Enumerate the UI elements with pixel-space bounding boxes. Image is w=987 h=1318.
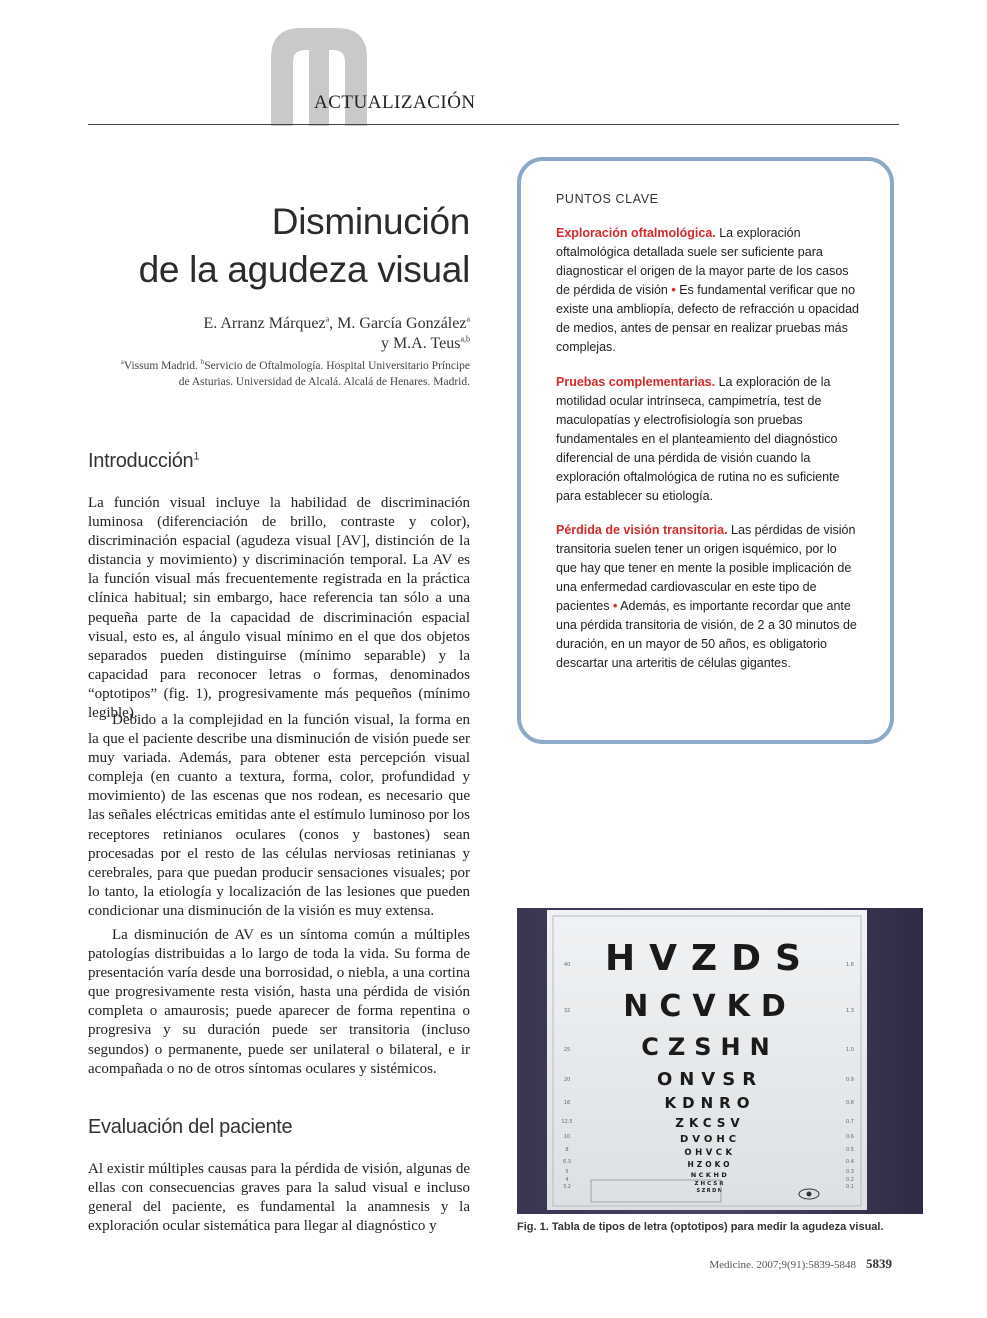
optotype-row: SZRDN <box>696 1188 724 1194</box>
optotype-row: HVZDS <box>605 938 815 979</box>
optotype-row: NCKHD <box>690 1171 730 1179</box>
chart-right-label: 0.8 <box>846 1100 854 1106</box>
paragraph-eval-1: Al existir múltiples causas para la pérdida de visión, algunas de ellas con consecuencias graves para la salud visual e incluso general del paciente, es fundamental la anamnesis y la exploración ocular sistemática para llegar al diagnóstico y <box>88 1161 470 1235</box>
page-number: 5839 <box>866 1256 892 1271</box>
chart-right-label: 0.7 <box>846 1119 854 1125</box>
authors-line-1: E. Arranz Márquez$^a$, M. García González$^a$ <box>203 314 470 332</box>
journal-reference: Medicine. 2007;9(91):5839-5848 <box>709 1259 856 1271</box>
bullet-icon: • <box>612 599 618 613</box>
chart-right-label: 0.5 <box>846 1147 854 1153</box>
figure-caption: Fig. 1. Tabla de tipos de letra (optotipos) para medir la agudeza visual. <box>517 1221 884 1233</box>
chart-left-label: 20 <box>563 1077 571 1083</box>
key-point-2: Pruebas complementarias. La exploración de la motilidad ocular intrínseca, campimetría, test de maculopatías y electrofisiología son pruebas fundamentales en el planteamiento del diagnóstico diferencial de una pérdida de visión cuando la exploración oftalmológica de rutina no es suficiente para establecer su etiología. <box>556 375 840 503</box>
optotype-row: ZKCSV <box>675 1116 745 1130</box>
authors-line-2: y M.A. Teus$^{a,b}$ <box>380 334 470 352</box>
section-label: ACTUALIZACIÓN <box>314 92 476 113</box>
chart-left-label: 3.2 <box>563 1184 571 1190</box>
chart-right-label: 0.3 <box>846 1169 854 1175</box>
optotype-row: ONVSR <box>656 1069 764 1090</box>
optotype-row: DVOHC <box>679 1134 741 1145</box>
paragraph-intro-3: La disminución de AV es un síntoma común a múltiples patologías distribuidas a lo largo de toda la vida. Su forma de presentación varía desde una borrosidad, o niebla, a una cortina que progresivamente resta visión, hasta una pérdida de visión completa o amaurosis; puede aparecer de forma repentina o progresiva y su duración puede ser transitoria (incluso segundos) o permanente, puede ser unilateral o bilateral, e ir acompañada o no de otros síntomas oculares y sistémicos. <box>88 927 470 1077</box>
optotype-row: HZOKO <box>687 1160 733 1169</box>
optotype-row: CZSHN <box>641 1033 779 1061</box>
chart-right-label: 1.3 <box>846 1008 854 1014</box>
optotype-row: KDNRO <box>664 1094 756 1112</box>
article-title <box>88 198 470 294</box>
chart-left-label: 6.3 <box>563 1159 571 1165</box>
chart-left-label: 8 <box>565 1147 569 1153</box>
header-rule <box>88 124 899 125</box>
chart-left-label: 4 <box>565 1177 569 1183</box>
optotype-row: OHVCK <box>684 1148 736 1158</box>
chart-right-label: 0.2 <box>846 1177 854 1183</box>
key-point-1: Exploración oftalmológica. La exploración oftalmológica detallada suele ser suficiente para diagnosticar el origen de la mayor parte de los casos de pérdida de visión • Es fundamental verificar que no existe una ambliopía, defecto de refracción u opacidad de medios, antes de pensar en realizar pruebas más complejas. <box>556 226 859 354</box>
chart-right-label: 0.9 <box>846 1077 854 1083</box>
chart-left-label: 16 <box>563 1100 571 1106</box>
author-list <box>88 314 470 354</box>
heading-introduccion: Introducción$^1$ <box>88 450 200 472</box>
chart-left-label: 32 <box>563 1008 571 1014</box>
chart-right-label: 1.6 <box>846 962 854 968</box>
chart-right-label: 0.4 <box>846 1159 854 1165</box>
paragraph-intro-2: Debido a la complejidad en la función visual, la forma en la que el paciente describe una disminución de visión puede ser muy variada. Además, para obtener esta percepción visual compleja (en cuanto a textura, forma, color, profundidad y movimiento) de las escenas que nos rodean, es necesario que las señales eléctricas emitidas ante el estímulo luminoso por los receptores retinianos oculares (conos y bastones) sean procesadas por el resto de las células nerviosas retinianas y cerebrales, para que puedan producir sensaciones visuales; por lo tanto, la etiología y localización de las lesiones que pueden condicionar una disminución de la visión es muy extensa. <box>88 712 470 919</box>
paragraph-intro-1: La función visual incluye la habilidad de discriminación luminosa (diferenciación de brillo, contraste y color), discriminación espacial (agudeza visual [AV], distinción de la distancia y movimiento) y discriminación temporal. La AV es la función visual más frecuentemente registrada en la práctica clínica habitual; sin embargo, hace referencia tan sólo a una pequeña parte de la capacidad de discriminación espacial visual, esto es, al ángulo visual mínimo en el que dos objetos separados pueden distinguirse (mínimo separable) y la capacidad para reconocer letras o formas, denominados “optotipos” (fig. 1), progresivamente más pequeños (mínimo legible). <box>88 495 470 722</box>
heading-evaluacion: Evaluación del paciente <box>88 1116 293 1138</box>
chart-left-label: 25 <box>563 1047 571 1053</box>
key-point-3: Pérdida de visión transitoria. Las pérdidas de visión transitoria suelen tener un origen isquémico, por lo que hay que tener en mente la posible implicación de una enfermedad cardiovascular en este tipo de pacientes • Además, es importante recordar que ante una pérdida transitoria de visión, de 2 a 30 minutos de duración, en un mayor de 50 años, es obligatorio descartar una arteritis de células gigantes. <box>556 523 857 670</box>
title-line-2: de la agudeza visual <box>138 249 470 290</box>
eye-chart-photo <box>517 908 923 1214</box>
bullet-icon: • <box>671 283 676 297</box>
chart-right-label: 0.1 <box>846 1184 854 1190</box>
optotype-row: ZHCSR <box>694 1181 726 1187</box>
chart-left-label: 40 <box>563 962 571 968</box>
key-points-title: PUNTOS CLAVE <box>556 192 659 206</box>
chart-right-label: 0.6 <box>846 1134 854 1140</box>
chart-right-label: 1.0 <box>846 1047 854 1053</box>
affiliation: $^a$Vissum Madrid. $^b$Servicio de Oftalmología. Hospital Universitario Príncipe de Asturias. Universidad de Alcalá. Alcalá de Henares. Madrid. <box>120 358 470 388</box>
chart-left-label: 5 <box>565 1169 569 1175</box>
chart-left-label: 12.5 <box>561 1119 573 1125</box>
optotype-row: NCVKD <box>623 989 797 1024</box>
chart-left-label: 10 <box>563 1134 571 1140</box>
title-line-1: Disminución <box>271 201 470 242</box>
